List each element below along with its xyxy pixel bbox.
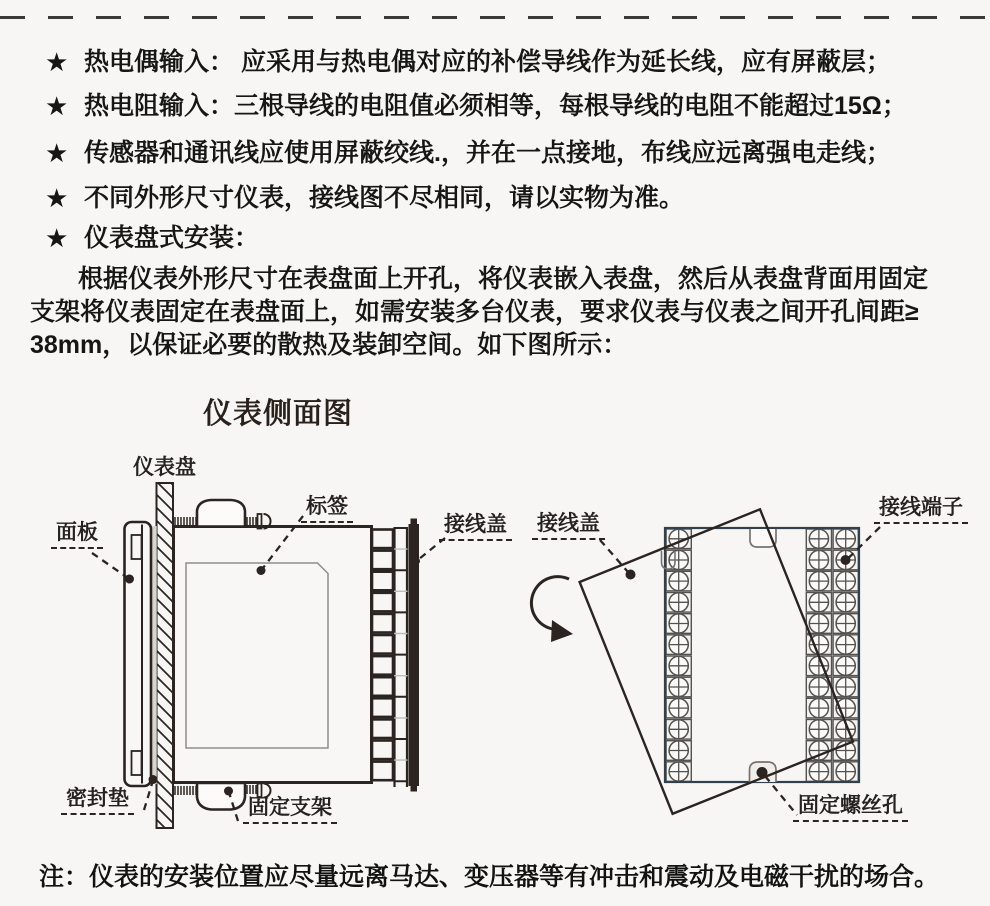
instrument-body: [174, 527, 372, 783]
label-terminal-cover-side: 接线盖: [439, 513, 512, 541]
star-icon: ★: [45, 223, 69, 253]
label-fixing-screw-hole: 固定螺丝孔: [793, 794, 908, 822]
bullet-text: 热电阻输入：三根导线的电阻值必须相等，每根导线的电阻不能超过15Ω；: [84, 92, 907, 120]
star-icon: ★: [45, 183, 69, 213]
label-front-panel: 面板: [51, 521, 103, 549]
panel-wall: [157, 483, 174, 828]
bullet-different-sizes: [45, 184, 684, 213]
top-dashed-divider: [0, 16, 990, 19]
bullet-panel-mount: [45, 224, 259, 253]
label-panel-board: 仪表盘: [133, 456, 196, 479]
top-mounting-clamp: [175, 500, 271, 529]
bullet-text: 传感器和通讯线应使用屏蔽绞线.，并在一点接地，布线应远离强电走线；: [84, 139, 891, 167]
terminal-screw-columns: [666, 529, 858, 781]
label-terminal-block: 接线端子: [874, 496, 968, 524]
bullet-text: 热电偶输入： 应采用与热电偶对应的补偿导线作为延长线，应有屏蔽层；: [84, 48, 891, 76]
label-mounting-bracket: 固定支架: [243, 796, 337, 824]
side-view-diagram: [0, 440, 530, 845]
bullet-text: 不同外形尺寸仪表，接线图不尽相同，请以实物为准。: [84, 184, 685, 212]
installation-note: 注：仪表的安装位置应尽量远离马达、变压器等有冲击和震动及电磁干扰的场合。: [39, 863, 940, 891]
label-gasket: 密封垫: [61, 787, 134, 815]
install-paragraph-line3: 38mm，以保证必要的散热及装卸空间。如下图所示：: [30, 331, 628, 359]
bullet-text: 仪表盘式安装：: [84, 224, 260, 252]
terminal-cells-side: [372, 530, 393, 781]
star-icon: ★: [45, 138, 69, 168]
install-paragraph-line2: 支架将仪表固定在表盘面上，如需安装多台仪表，要求仪表与仪表之间开孔间距≥: [30, 298, 919, 326]
install-paragraph-line1: 根据仪表外形尺寸在表盘面上开孔，将仪表嵌入表盘，然后从表盘背面用固定: [78, 265, 929, 293]
bullet-sensor-wiring: [45, 139, 891, 168]
terminal-ladder: [394, 527, 408, 787]
figure-title: 仪表侧面图: [203, 398, 354, 430]
star-icon: ★: [45, 47, 69, 77]
star-icon: ★: [45, 91, 69, 121]
rotation-arrow-icon: [531, 577, 573, 642]
front-bezel: [125, 522, 152, 786]
label-terminal-cover-rear: 接线盖: [532, 512, 605, 540]
bullet-rtd: [45, 92, 907, 121]
bullet-thermocouple: [45, 48, 891, 77]
label-sticker: 标签: [301, 495, 353, 523]
